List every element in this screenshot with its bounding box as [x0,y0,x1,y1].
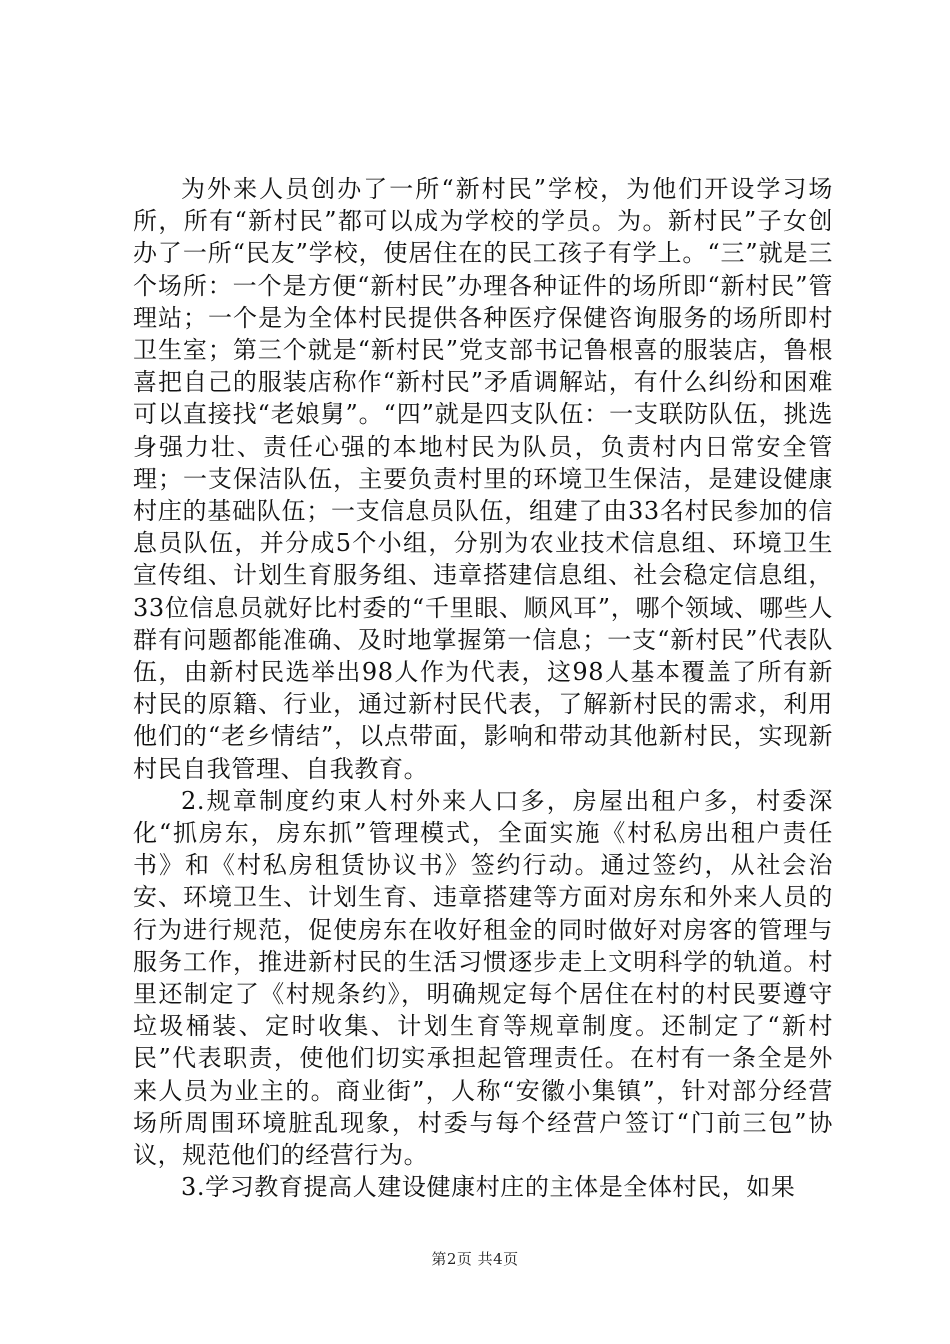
document-body [133,173,833,1204]
page-number-footer: 第2页 共4页 [431,1250,519,1268]
paragraph-rules-regulations: 2.规章制度约束人村外来人口多，房屋出租户多，村委深化“抓房东，房东抓”管理模式，全面实施《村私房出租户责任书》和《村私房租赁协议书》签约行动。通过签约，从社会治安、环境卫生、计划生育、违章搭建等方面对房东和外来人员的行为进行规范，促使房东在收好租金的同时做好对房客的管理与服务工作，推进新村民的生活习惯逐步走上文明科学的轨道。村里还制定了《村规条约》，明确规定每个居住在村的村民要遵守垃圾桶装、定时收集、计划生育等规章制度。还制定了“新村民”代表职责，使他们切实承担起管理责任。在村有一条全是外来人员为业主的。商业街”，人称“安徽小集镇”，针对部分经营场所周围环境脏乱现象，村委与每个经营户签订“门前三包”协议，规范他们的经营行为。 [133,786,833,1170]
paragraph-new-villagers: 为外来人员创办了一所“新村民”学校，为他们开设学习场所，所有“新村民”都可以成为学校的学员。为。新村民”子女创办了一所“民友”学校，使居住在的民工孩子有学上。“三”就是三个场所：一个是方便“新村民”办理各种证件的场所即“新村民”管理站；一个是为全体村民提供各种医疗保健咨询服务的场所即村卫生室；第三个就是“新村民”党支部书记鲁根喜的服装店，鲁根喜把自己的服装店称作“新村民”矛盾调解站，有什么纠纷和困难可以直接找“老娘舅”。“四”就是四支队伍：一支联防队伍，挑选身强力壮、责任心强的本地村民为队员，负责村内日常安全管理；一支保洁队伍，主要负责村里的环境卫生保洁，是建设健康村庄的基础队伍；一支信息员队伍，组建了由33名村民参加的信息员队伍，并分成5个小组，分别为农业技术信息组、环境卫生宣传组、计划生育服务组、违章搭建信息组、社会稳定信息组，33位信息员就好比村委的“千里眼、顺风耳”，哪个领域、哪些人群有问题都能准确、及时地掌握第一信息；一支“新村民”代表队伍，由新村民选举出98人作为代表，这98人基本覆盖了所有新村民的原籍、行业，通过新村民代表，了解新村民的需求，利用他们的“老乡情结”，以点带面，影响和带动其他新村民，实现新村民自我管理、自我教育。 [133,175,833,783]
paragraph-learning-education: 3.学习教育提高人建设健康村庄的主体是全体村民，如果 [181,1173,796,1202]
